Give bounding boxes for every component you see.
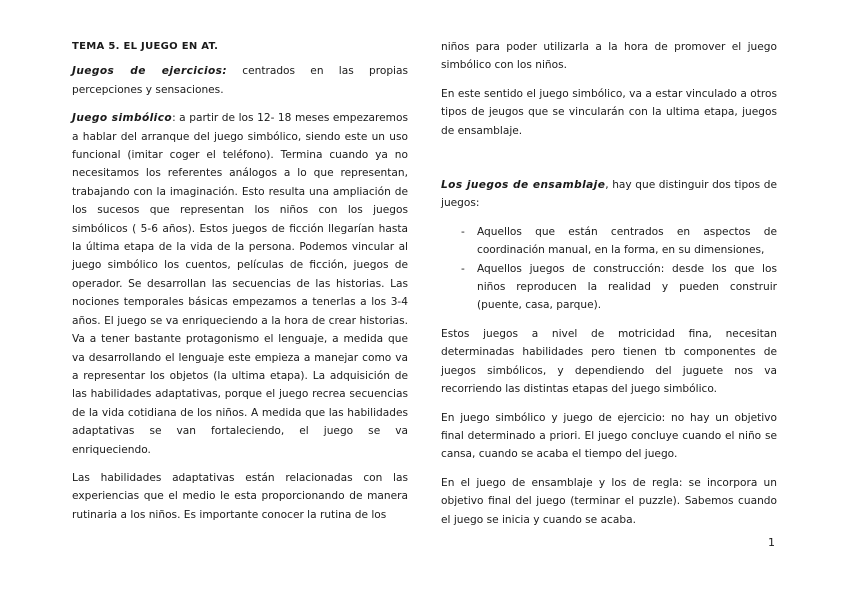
term-juegos-ejercicios: Juegos de ejercicios: bbox=[72, 65, 228, 78]
document-title: TEMA 5. EL JUEGO EN AT. bbox=[72, 41, 219, 52]
paragraph-juego-regla: En el juego de ensamblaje y los de regla: se incorpora un objetivo final del juego (terminar el puzzle). Sabemos cuando el juego se inicia y cuando se acaba. bbox=[441, 476, 777, 526]
right-column bbox=[441, 38, 777, 539]
term-juegos-ensamblaje: Los juegos de ensamblaje bbox=[441, 179, 606, 192]
paragraph-text: centrados en las propias percepciones y sensaciones. bbox=[72, 65, 408, 96]
paragraph-juego-ejercicio: En juego simbólico y juego de ejercicio: no hay un objetivo final determinado a priori. El juego concluye cuando el niño se cansa, cuando se acaba el tiempo del juego. bbox=[441, 411, 777, 461]
list-item: - Aquellos que están centrados en aspectos de coordinación manual, en la forma, en su dimensiones, bbox=[461, 223, 777, 260]
list-item: - Aquellos juegos de construcción: desde los que los niños reproducen la realidad y pueden construir (puente, casa, parque). bbox=[461, 260, 777, 315]
paragraph-vinculacion: En este sentido el juego simbólico, va a estar vinculado a otros tipos de jeugos que se vincularán con la ultima etapa, juegos de ensamblaje. bbox=[441, 87, 777, 137]
paragraph-juegos-ensamblaje bbox=[441, 176, 777, 213]
paragraph-juego-simbolico bbox=[72, 109, 408, 459]
paragraph-text: , hay que distinguir dos tipos de juegos: bbox=[441, 179, 777, 210]
paragraph-text: : a partir de los 12- 18 meses empezaremos a hablar del arranque del juego simbólico, siendo este un uso funcional (imitar coger el teléfono). Termina cuando ya no necesitamos los referentes análogos a lo que representan, trabajando con la imaginación. Esto resulta una ampliación de los sucesos que representan los niños con los juegos simbólicos ( 5-6 años). Estos juegos de ficción llegarían hasta la última etapa de la vida de la persona. Podemos vincular al juego simbólico los cuentos, películas de ficción, juegos de operador. Se desarrollan las secuencias de las historias. Las nociones temporales básicas empezamos a tenerlas a los 3-4 años. El juego se va enriqueciendo a la hora de crear historias. Va a tener bastante protagonismo el lenguaje, a medida que va desarrollando el lenguaje este empieza a manejar como va a representar los objetos (la ultima etapa). La adquisición de las habilidades adaptativas, porque el juego recrea secuencias de la vida cotidiana de los niños. A medida que las habilidades adaptativas se van fortaleciendo, el juego se va enriqueciendo. bbox=[72, 112, 409, 456]
ensamblaje-types-list bbox=[441, 223, 777, 315]
paragraph-continuation: niños para poder utilizarla a la hora de promover el juego simbólico con los niños. bbox=[441, 41, 777, 72]
paragraph-juegos-ejercicios bbox=[72, 62, 408, 99]
paragraph-motricidad-fina: Estos juegos a nivel de motricidad fina, necesitan determinadas habilidades pero tienen tb componentes de juegos simbólicos, y dependiendo del juguete nos va recorriendo las distintas etapas del juego simbólico. bbox=[441, 327, 777, 396]
blank-space bbox=[441, 150, 777, 176]
left-column bbox=[72, 38, 408, 534]
page-number: 1 bbox=[768, 536, 775, 549]
paragraph-habilidades-adaptativas: Las habilidades adaptativas están relacionadas con las experiencias que el medio le esta proporcionando de manera rutinaria a los niños. Es importante conocer la rutina de los bbox=[72, 471, 408, 521]
term-juego-simbolico: Juego simbólico bbox=[72, 112, 173, 125]
